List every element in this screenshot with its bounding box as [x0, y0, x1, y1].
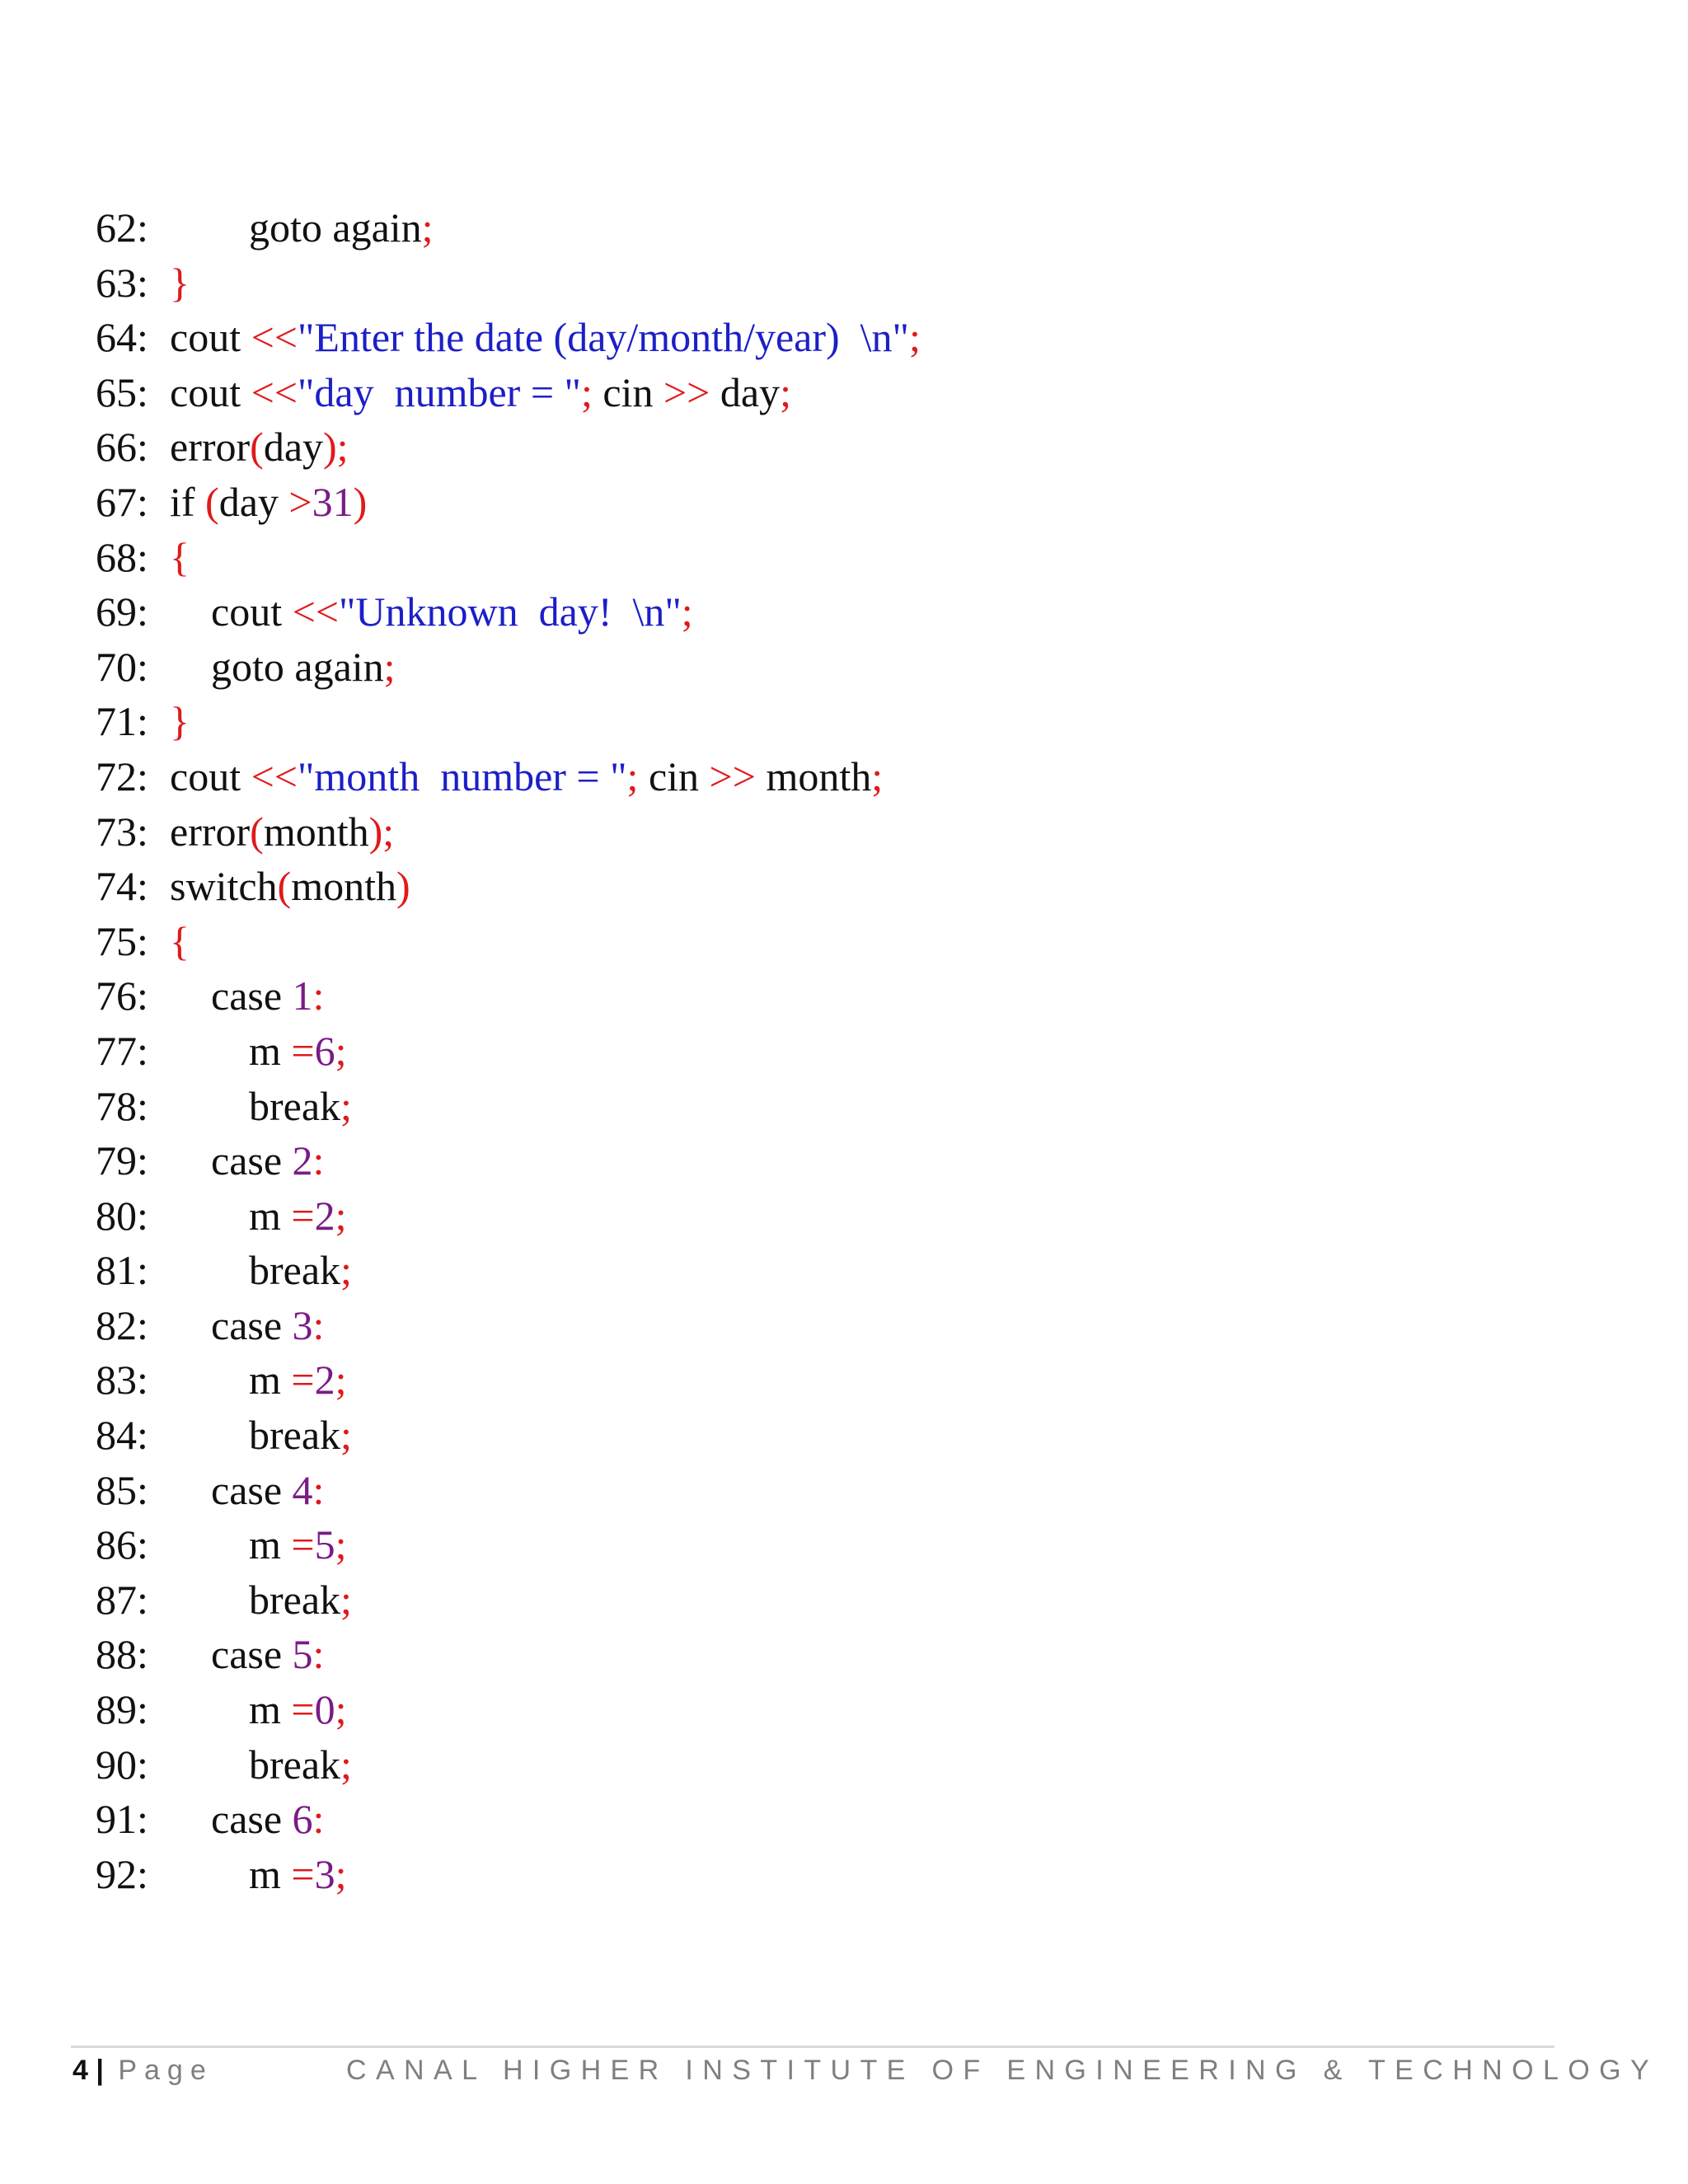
code-token-operator: ) — [396, 863, 410, 910]
code-text — [170, 804, 394, 860]
code-token-operator: } — [170, 259, 190, 306]
page-separator: | — [96, 2055, 104, 2086]
code-token-string: "day number = " — [298, 368, 581, 415]
code-token-operator: << — [251, 314, 298, 361]
code-token-operator: ; — [580, 368, 603, 415]
code-token-operator: << — [292, 588, 339, 635]
code-text — [249, 1024, 347, 1079]
code-line — [96, 365, 1579, 420]
code-text — [170, 419, 349, 475]
code-token-operator: ; — [871, 752, 884, 799]
code-token-operator: { — [170, 533, 190, 580]
code-line — [96, 859, 1579, 914]
code-token-operator: ; — [335, 1192, 347, 1239]
code-token-operator: : — [312, 972, 325, 1019]
code-token-operator: ; — [335, 1850, 347, 1897]
code-line — [96, 1352, 1579, 1408]
line-number: 74: — [96, 863, 148, 910]
code-token-identifier: m — [249, 1027, 292, 1074]
line-number: 63: — [96, 259, 148, 306]
code-line — [96, 1627, 1579, 1682]
code-line — [96, 1298, 1579, 1353]
line-number: 91: — [96, 1796, 148, 1843]
code-line — [96, 1188, 1579, 1244]
line-number: 88: — [96, 1631, 148, 1678]
code-token-identifier: case — [211, 1631, 293, 1678]
line-number: 76: — [96, 972, 148, 1019]
code-token-operator: : — [312, 1137, 325, 1184]
code-token-identifier: cout — [170, 314, 251, 361]
code-text — [211, 1298, 324, 1353]
code-token-string: "month number = " — [298, 752, 627, 799]
line-number: 87: — [96, 1576, 148, 1623]
code-text — [249, 1572, 352, 1628]
code-token-operator: : — [312, 1631, 325, 1678]
code-token-identifier: cin — [648, 752, 710, 799]
code-token-operator: = — [291, 1357, 315, 1404]
footer-divider — [71, 2046, 1554, 2048]
code-line — [96, 1024, 1579, 1079]
code-line — [96, 1133, 1579, 1188]
code-text — [249, 1682, 347, 1737]
code-token-identifier: break — [249, 1576, 341, 1623]
line-number: 89: — [96, 1686, 148, 1733]
code-token-number: 1 — [292, 972, 313, 1019]
code-line — [96, 749, 1579, 804]
code-token-identifier: cout — [170, 752, 251, 799]
line-number: 92: — [96, 1850, 148, 1897]
code-token-number: 6 — [292, 1796, 313, 1843]
code-text — [249, 1737, 352, 1793]
line-number: 77: — [96, 1027, 148, 1074]
code-text — [249, 200, 434, 255]
code-line — [96, 1243, 1579, 1298]
code-token-identifier: goto again — [249, 204, 422, 251]
line-number: 75: — [96, 917, 148, 964]
code-token-operator: ; — [383, 643, 396, 690]
code-token-identifier: month — [263, 808, 369, 855]
code-text — [211, 1792, 324, 1847]
code-text — [211, 1463, 324, 1518]
code-token-identifier: m — [249, 1850, 292, 1897]
page-number: 4 — [73, 2055, 88, 2086]
code-token-identifier: m — [249, 1686, 292, 1733]
line-number: 65: — [96, 368, 148, 415]
code-token-operator: ); — [368, 808, 395, 855]
code-token-identifier: m — [249, 1192, 292, 1239]
code-text — [211, 640, 396, 695]
code-token-number: 3 — [314, 1850, 335, 1897]
code-token-number: 0 — [314, 1686, 335, 1733]
code-token-identifier: m — [249, 1357, 292, 1404]
code-text — [170, 749, 883, 804]
code-token-identifier: error — [170, 424, 251, 471]
code-line — [96, 200, 1579, 255]
code-token-identifier: month — [755, 752, 872, 799]
code-token-string: "Enter the date (day/month/year) \n" — [298, 314, 909, 361]
code-text — [249, 1188, 347, 1244]
code-token-operator: = — [291, 1192, 315, 1239]
code-line — [96, 914, 1579, 969]
code-token-operator: ) — [353, 478, 368, 525]
code-line — [96, 530, 1579, 585]
code-text — [170, 694, 190, 749]
code-token-identifier: break — [249, 1741, 341, 1788]
code-token-operator: = — [291, 1027, 315, 1074]
code-text — [249, 1352, 347, 1408]
code-line — [96, 640, 1579, 695]
code-token-identifier: case — [211, 1796, 293, 1843]
code-text — [170, 310, 921, 365]
code-text — [170, 859, 410, 914]
code-line — [96, 1792, 1579, 1847]
code-token-operator: ; — [335, 1357, 347, 1404]
code-token-operator: ; — [340, 1082, 352, 1129]
code-line — [96, 1408, 1579, 1463]
code-token-operator: : — [312, 1301, 325, 1348]
line-number: 81: — [96, 1247, 148, 1294]
code-token-operator: >> — [709, 752, 756, 799]
code-token-operator: ); — [323, 424, 349, 471]
code-token-number: 2 — [314, 1357, 335, 1404]
code-token-identifier: cout — [211, 588, 293, 635]
code-text — [170, 475, 367, 530]
line-number: 64: — [96, 314, 148, 361]
line-number: 80: — [96, 1192, 148, 1239]
code-token-operator: = — [291, 1850, 315, 1897]
line-number: 82: — [96, 1301, 148, 1348]
code-token-identifier: case — [211, 1301, 293, 1348]
code-token-operator: ; — [908, 314, 921, 361]
code-token-identifier: break — [249, 1412, 341, 1459]
code-token-identifier: error — [170, 808, 251, 855]
code-text — [249, 1079, 352, 1134]
code-text — [249, 1847, 347, 1902]
code-text — [170, 914, 190, 969]
code-line — [96, 1572, 1579, 1628]
code-token-number: 3 — [292, 1301, 313, 1348]
line-number: 68: — [96, 533, 148, 580]
code-token-identifier: case — [211, 972, 293, 1019]
code-token-identifier: cout — [170, 368, 251, 415]
code-token-operator: : — [312, 1466, 325, 1513]
code-token-operator: ; — [681, 588, 693, 635]
line-number: 70: — [96, 643, 148, 690]
code-token-identifier: day — [218, 478, 289, 525]
code-text — [170, 255, 190, 311]
code-token-operator: = — [291, 1686, 315, 1733]
code-token-operator: = — [291, 1521, 315, 1568]
line-number: 78: — [96, 1082, 148, 1129]
code-line — [96, 1079, 1579, 1134]
line-number: 73: — [96, 808, 148, 855]
code-line — [96, 475, 1579, 530]
code-token-identifier: goto again — [211, 643, 384, 690]
code-line — [96, 255, 1579, 311]
code-token-number: 5 — [292, 1631, 313, 1678]
code-token-operator: ( — [277, 863, 292, 910]
code-token-operator: : — [312, 1796, 325, 1843]
code-token-operator: >> — [663, 368, 710, 415]
line-number: 69: — [96, 588, 148, 635]
code-text — [249, 1243, 352, 1298]
line-number: 90: — [96, 1741, 148, 1788]
code-token-identifier: m — [249, 1521, 292, 1568]
code-line — [96, 1463, 1579, 1518]
line-number: 83: — [96, 1357, 148, 1404]
code-token-identifier: day — [263, 424, 324, 471]
code-token-number: 4 — [292, 1466, 313, 1513]
code-token-identifier: day — [710, 368, 781, 415]
code-token-operator: > — [288, 478, 312, 525]
code-text — [249, 1517, 347, 1572]
code-line — [96, 310, 1579, 365]
code-token-number: 6 — [314, 1027, 335, 1074]
code-token-string: "Unknown day! \n" — [339, 588, 682, 635]
line-number: 85: — [96, 1466, 148, 1513]
code-line — [96, 1847, 1579, 1902]
code-token-identifier: case — [211, 1466, 293, 1513]
code-token-identifier: case — [211, 1137, 293, 1184]
code-line — [96, 1682, 1579, 1737]
code-line — [96, 1517, 1579, 1572]
code-token-operator: ( — [250, 424, 264, 471]
code-token-identifier: month — [291, 863, 396, 910]
code-token-identifier: break — [249, 1247, 341, 1294]
code-line — [96, 419, 1579, 475]
line-number: 67: — [96, 478, 148, 525]
code-token-operator: ; — [340, 1741, 352, 1788]
code-text — [170, 365, 791, 420]
code-line — [96, 968, 1579, 1024]
code-token-identifier: cin — [603, 368, 663, 415]
code-line — [96, 804, 1579, 860]
code-line — [96, 584, 1579, 640]
line-number: 71: — [96, 698, 148, 745]
code-token-operator: ; — [335, 1686, 347, 1733]
line-number: 86: — [96, 1521, 148, 1568]
code-token-operator: ; — [421, 204, 434, 251]
code-token-operator: << — [251, 752, 298, 799]
line-number: 84: — [96, 1412, 148, 1459]
code-token-operator: ; — [335, 1027, 347, 1074]
code-token-number: 5 — [314, 1521, 335, 1568]
code-text — [170, 530, 190, 585]
code-text — [211, 1627, 324, 1682]
code-line — [96, 1737, 1579, 1793]
institute-name: CANAL HIGHER INSTITUTE OF ENGINEERING & TECHNOLOGY — [346, 2055, 1659, 2086]
code-token-operator: ; — [780, 368, 791, 415]
code-text — [211, 584, 693, 640]
code-token-operator: ; — [340, 1412, 352, 1459]
code-token-number: 2 — [292, 1137, 313, 1184]
page-label: Page — [118, 2055, 213, 2086]
code-token-operator: ; — [335, 1521, 347, 1568]
code-token-operator: ( — [205, 478, 219, 525]
line-number: 62: — [96, 204, 148, 251]
code-token-identifier: break — [249, 1082, 341, 1129]
code-token-operator: ( — [250, 808, 264, 855]
code-listing — [96, 200, 1579, 1901]
code-token-operator: { — [170, 917, 190, 964]
code-token-operator: ; — [340, 1247, 352, 1294]
code-text — [211, 968, 324, 1024]
code-token-identifier: switch — [170, 863, 278, 910]
code-token-number: 31 — [312, 478, 354, 525]
code-token-number: 2 — [314, 1192, 335, 1239]
line-number: 72: — [96, 752, 148, 799]
code-token-identifier: if — [170, 478, 206, 525]
line-number: 79: — [96, 1137, 148, 1184]
code-text — [249, 1408, 352, 1463]
code-line — [96, 694, 1579, 749]
code-token-operator: ; — [340, 1576, 352, 1623]
page-footer — [73, 2050, 1659, 2091]
line-number: 66: — [96, 424, 148, 471]
code-text — [211, 1133, 324, 1188]
code-token-operator: } — [170, 698, 190, 745]
code-token-operator: << — [251, 368, 298, 415]
code-token-operator: ; — [626, 752, 649, 799]
